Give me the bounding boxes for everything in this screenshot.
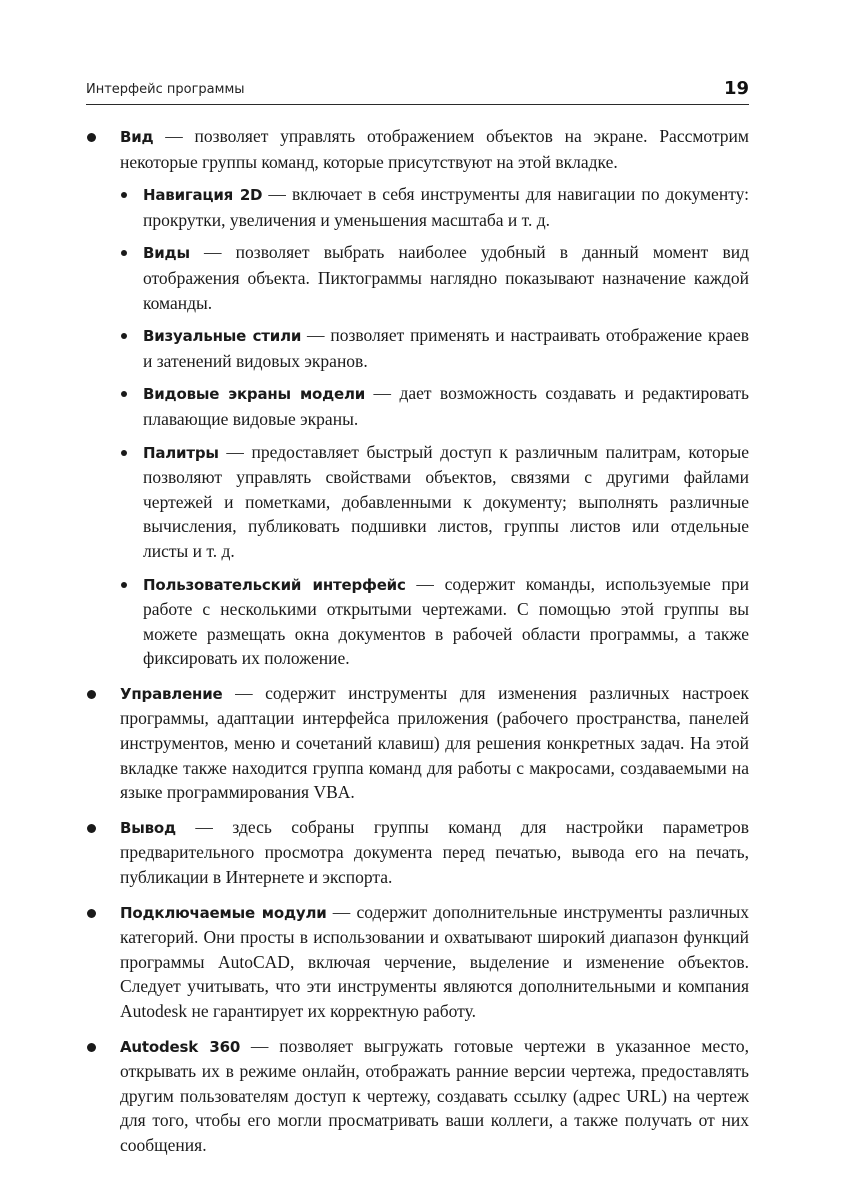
item-text: — здесь собраны группы команд для настройки параметров предварительного просмотра документа перед печатью, вывода его на печать, публикации в Интернете и экспорта. (120, 816, 749, 888)
sublist-item (120, 240, 749, 315)
page-number: 19 (723, 78, 749, 99)
item-text: — содержит инструменты для изменения различных настроек программы, адаптации интерфейса приложения (рабочего пространства, панелей инструментов, меню и сочетаний клавиш) для решения конкретных задач. На этой вкладке также находится группа команд для работы с макросами, создаваемыми на языке программирования VBA. (120, 682, 749, 803)
small-bullet-icon (121, 250, 127, 256)
small-bullet-icon (121, 582, 127, 588)
bullet-icon (87, 133, 96, 142)
small-bullet-icon (121, 333, 127, 339)
subitem-text: — дает возможность создавать и редактировать плавающие видовые экраны. (143, 383, 749, 429)
subitem-term: Визуальные стили (143, 327, 302, 346)
bullet-icon (87, 909, 96, 918)
subitem-text: — предоставляет быстрый доступ к различным палитрам, которые позволяют управлять свойствами объектов, связями с другими файлами чертежей и пометками, добавленными к документу; выполнять различные вычисления, публиковать подшивки листов, группы листов или отдельные листы и т. д. (143, 441, 749, 561)
sublist (120, 182, 749, 671)
list-item-view-tab (86, 124, 749, 671)
subitem-term: Видовые экраны модели (143, 385, 366, 404)
list-item-output-tab (86, 815, 749, 890)
list-item-autodesk360-tab (86, 1034, 749, 1158)
bullet-icon (87, 1043, 96, 1052)
subitem-text: — включает в себя инструменты для навигации по документу: прокрутки, увеличения и уменьшения масштаба и т. д. (143, 184, 749, 230)
bullet-icon (87, 824, 96, 833)
sublist-item (120, 572, 749, 671)
subitem-term: Палитры (143, 443, 219, 462)
subitem-term: Пользовательский интерфейс (143, 575, 406, 594)
sublist-item (120, 440, 749, 564)
item-term: Управление (120, 684, 223, 703)
bullet-icon (87, 690, 96, 699)
item-text: — содержит дополнительные инструменты различных категорий. Они просты в использовании и охватывают широкий диапазон функций программы AutoCAD, включая черчение, выделение и изменение объектов. Следует учитывать, что эти инструменты являются дополнительными и компания Autodesk не гарантирует их корректную работу. (120, 901, 749, 1021)
subitem-text: — позволяет применять и настраивать отображение краев и затенений видовых экранов. (143, 325, 749, 371)
sublist-item (120, 323, 749, 373)
subitem-term: Виды (143, 244, 190, 263)
item-term: Autodesk 360 (120, 1037, 241, 1056)
small-bullet-icon (121, 450, 127, 456)
list-item-manage-tab (86, 681, 749, 805)
item-term: Вывод (120, 818, 176, 837)
page-body (86, 124, 749, 1168)
small-bullet-icon (121, 391, 127, 397)
item-term: Вид (120, 128, 154, 146)
sublist-item (120, 182, 749, 232)
running-title: Интерфейс программы (86, 82, 245, 97)
subitem-term: Навигация 2D (143, 186, 263, 205)
subitem-text: — содержит команды, используемые при работе с несколькими открытыми чертежами. С помощью этой группы вы можете размещать окна документов в рабочей области программы, а также фиксировать их положение. (143, 573, 749, 669)
small-bullet-icon (121, 192, 127, 198)
item-text: — позволяет управлять отображением объектов на экране. Рассмотрим некоторые группы команд, которые присутствуют на этой вкладке. (120, 126, 749, 172)
item-term: Подключаемые модули (120, 903, 327, 922)
subitem-text: — позволяет выбрать наиболее удобный в данный момент вид отображения объекта. Пиктограммы наглядно показывают назначение каждой команды. (143, 242, 749, 313)
list-item-addins-tab (86, 900, 749, 1024)
item-text: — позволяет выгружать готовые чертежи в указанное место, открывать их в режиме онлайн, отображать ранние версии чертежа, предоставлять другим пользователям доступ к чертежу, создавать ссылку (адрес URL) на чертеж для того, чтобы его могли просматривать ваши коллеги, а также получать от них сообщения. (120, 1035, 749, 1155)
sublist-item (120, 381, 749, 431)
page-header (86, 78, 749, 105)
